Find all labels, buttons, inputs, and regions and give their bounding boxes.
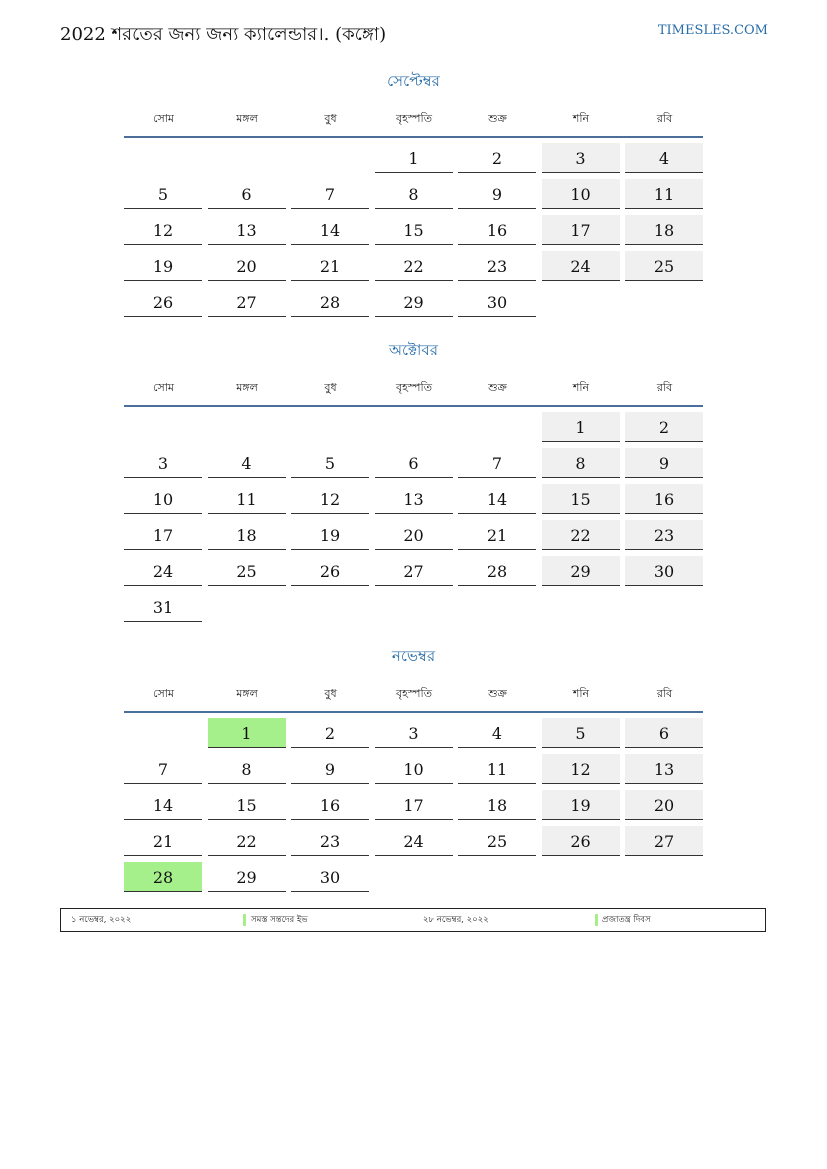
day-cell: 19 bbox=[542, 790, 620, 820]
day-cell: 8 bbox=[208, 754, 286, 784]
day-cell: 3 bbox=[542, 143, 620, 173]
day-cell: 7 bbox=[291, 179, 369, 209]
day-cell: 11 bbox=[208, 484, 286, 514]
day-cell: 20 bbox=[375, 520, 453, 550]
day-cell: 9 bbox=[625, 448, 703, 478]
day-cell: 4 bbox=[458, 718, 536, 748]
weekday-label: মঙ্গল bbox=[236, 381, 258, 394]
day-cell: 13 bbox=[625, 754, 703, 784]
day-cell: 25 bbox=[625, 251, 703, 281]
day-cell: 29 bbox=[542, 556, 620, 586]
day-cell: 22 bbox=[208, 826, 286, 856]
weekday-label: শুক্র bbox=[488, 687, 507, 700]
day-cell: 27 bbox=[625, 826, 703, 856]
day-cell: 27 bbox=[375, 556, 453, 586]
day-cell: 25 bbox=[208, 556, 286, 586]
month-name: অক্টোবর bbox=[388, 341, 439, 359]
day-cell: 6 bbox=[625, 718, 703, 748]
day-cell: 23 bbox=[625, 520, 703, 550]
day-cell: 26 bbox=[542, 826, 620, 856]
month-name: নভেম্বর bbox=[391, 647, 436, 665]
day-cell: 19 bbox=[291, 520, 369, 550]
day-cell: 22 bbox=[542, 520, 620, 550]
day-cell: 20 bbox=[208, 251, 286, 281]
weekday-label: শনি bbox=[572, 381, 590, 394]
day-cell: 4 bbox=[208, 448, 286, 478]
month-name: সেপ্টেম্বর bbox=[387, 72, 440, 90]
header-divider bbox=[124, 711, 703, 713]
day-cell: 1 bbox=[208, 718, 286, 748]
day-cell: 15 bbox=[542, 484, 620, 514]
day-cell: 28 bbox=[291, 287, 369, 317]
day-cell: 23 bbox=[458, 251, 536, 281]
weekday-label: শনি bbox=[572, 112, 590, 125]
day-cell: 7 bbox=[458, 448, 536, 478]
day-cell: 8 bbox=[375, 179, 453, 209]
weekday-label: মঙ্গল bbox=[236, 112, 258, 125]
day-cell: 26 bbox=[124, 287, 202, 317]
day-cell: 26 bbox=[291, 556, 369, 586]
day-cell: 13 bbox=[208, 215, 286, 245]
header-divider bbox=[124, 405, 703, 407]
day-cell: 17 bbox=[542, 215, 620, 245]
day-cell: 9 bbox=[458, 179, 536, 209]
day-cell: 10 bbox=[542, 179, 620, 209]
header-divider bbox=[124, 136, 703, 138]
day-cell: 31 bbox=[124, 592, 202, 622]
weekday-label: শনি bbox=[572, 687, 590, 700]
weekday-label: রবি bbox=[656, 112, 673, 125]
day-cell: 1 bbox=[542, 412, 620, 442]
weekday-header-row bbox=[124, 379, 703, 399]
day-cell: 29 bbox=[375, 287, 453, 317]
legend-date-1: ১ নভেম্বর, ২০২২ bbox=[71, 915, 132, 925]
day-cell: 10 bbox=[124, 484, 202, 514]
day-cell: 14 bbox=[124, 790, 202, 820]
page-header bbox=[60, 18, 768, 46]
weekday-label: শুক্র bbox=[488, 381, 507, 394]
weekday-label: রবি bbox=[656, 687, 673, 700]
legend-holiday-name-2: প্রজাতন্ত্র দিবস bbox=[602, 915, 651, 925]
day-cell: 19 bbox=[124, 251, 202, 281]
day-cell: 21 bbox=[458, 520, 536, 550]
day-cell: 3 bbox=[375, 718, 453, 748]
day-cell: 29 bbox=[208, 862, 286, 892]
day-cell: 21 bbox=[124, 826, 202, 856]
day-cell: 4 bbox=[625, 143, 703, 173]
day-cell: 2 bbox=[458, 143, 536, 173]
day-cell: 13 bbox=[375, 484, 453, 514]
weekday-label: বৃহস্পতি bbox=[396, 112, 432, 125]
weekday-label: বৃহস্পতি bbox=[396, 687, 432, 700]
day-cell: 17 bbox=[375, 790, 453, 820]
day-cell: 11 bbox=[458, 754, 536, 784]
weekday-label: বুধ bbox=[324, 687, 337, 700]
day-cell: 24 bbox=[375, 826, 453, 856]
weekday-label: বৃহস্পতি bbox=[396, 381, 432, 394]
site-link[interactable]: TIMESLES.COM bbox=[657, 23, 768, 38]
day-cell: 12 bbox=[124, 215, 202, 245]
day-cell: 24 bbox=[124, 556, 202, 586]
day-cell: 24 bbox=[542, 251, 620, 281]
day-cell: 16 bbox=[458, 215, 536, 245]
weekday-label: রবি bbox=[656, 381, 673, 394]
day-cell: 1 bbox=[375, 143, 453, 173]
day-cell: 30 bbox=[625, 556, 703, 586]
day-cell: 5 bbox=[291, 448, 369, 478]
weekday-label: শুক্র bbox=[488, 112, 507, 125]
day-cell: 23 bbox=[291, 826, 369, 856]
day-cell: 12 bbox=[291, 484, 369, 514]
day-cell: 7 bbox=[124, 754, 202, 784]
legend-holiday-marker-2 bbox=[595, 914, 598, 926]
legend-holiday-name-1: সমস্ত সন্তদের ইভ bbox=[251, 915, 308, 925]
weekday-label: সোম bbox=[152, 687, 175, 700]
day-cell: 15 bbox=[375, 215, 453, 245]
weekday-label: সোম bbox=[152, 112, 175, 125]
weekday-header-row bbox=[124, 685, 703, 705]
day-cell: 14 bbox=[458, 484, 536, 514]
day-cell: 22 bbox=[375, 251, 453, 281]
day-cell: 5 bbox=[124, 179, 202, 209]
day-cell: 18 bbox=[208, 520, 286, 550]
weekday-label: বুধ bbox=[324, 381, 337, 394]
legend-holiday-marker-1 bbox=[243, 914, 246, 926]
day-cell: 30 bbox=[291, 862, 369, 892]
day-cell: 8 bbox=[542, 448, 620, 478]
day-cell: 18 bbox=[458, 790, 536, 820]
day-cell: 16 bbox=[291, 790, 369, 820]
day-cell: 6 bbox=[208, 179, 286, 209]
day-cell: 16 bbox=[625, 484, 703, 514]
day-cell: 11 bbox=[625, 179, 703, 209]
day-cell: 28 bbox=[124, 862, 202, 892]
day-cell: 2 bbox=[291, 718, 369, 748]
day-cell: 17 bbox=[124, 520, 202, 550]
day-cell: 9 bbox=[291, 754, 369, 784]
day-cell: 6 bbox=[375, 448, 453, 478]
day-cell: 3 bbox=[124, 448, 202, 478]
day-cell: 18 bbox=[625, 215, 703, 245]
day-cell: 28 bbox=[458, 556, 536, 586]
holiday-legend bbox=[60, 908, 766, 932]
day-cell: 21 bbox=[291, 251, 369, 281]
day-cell: 20 bbox=[625, 790, 703, 820]
legend-date-2: ২৮ নভেম্বর, ২০২২ bbox=[423, 915, 489, 925]
day-cell: 5 bbox=[542, 718, 620, 748]
weekday-header-row bbox=[124, 110, 703, 130]
page-title: 2022 শরতের জন্য জন্য ক্যালেন্ডার।. (কঙ্গো) bbox=[60, 24, 387, 45]
weekday-label: মঙ্গল bbox=[236, 687, 258, 700]
weekday-label: সোম bbox=[152, 381, 175, 394]
day-cell: 10 bbox=[375, 754, 453, 784]
day-cell: 12 bbox=[542, 754, 620, 784]
day-cell: 2 bbox=[625, 412, 703, 442]
day-cell: 27 bbox=[208, 287, 286, 317]
day-cell: 30 bbox=[458, 287, 536, 317]
weekday-label: বুধ bbox=[324, 112, 337, 125]
day-cell: 15 bbox=[208, 790, 286, 820]
day-cell: 14 bbox=[291, 215, 369, 245]
day-cell: 25 bbox=[458, 826, 536, 856]
